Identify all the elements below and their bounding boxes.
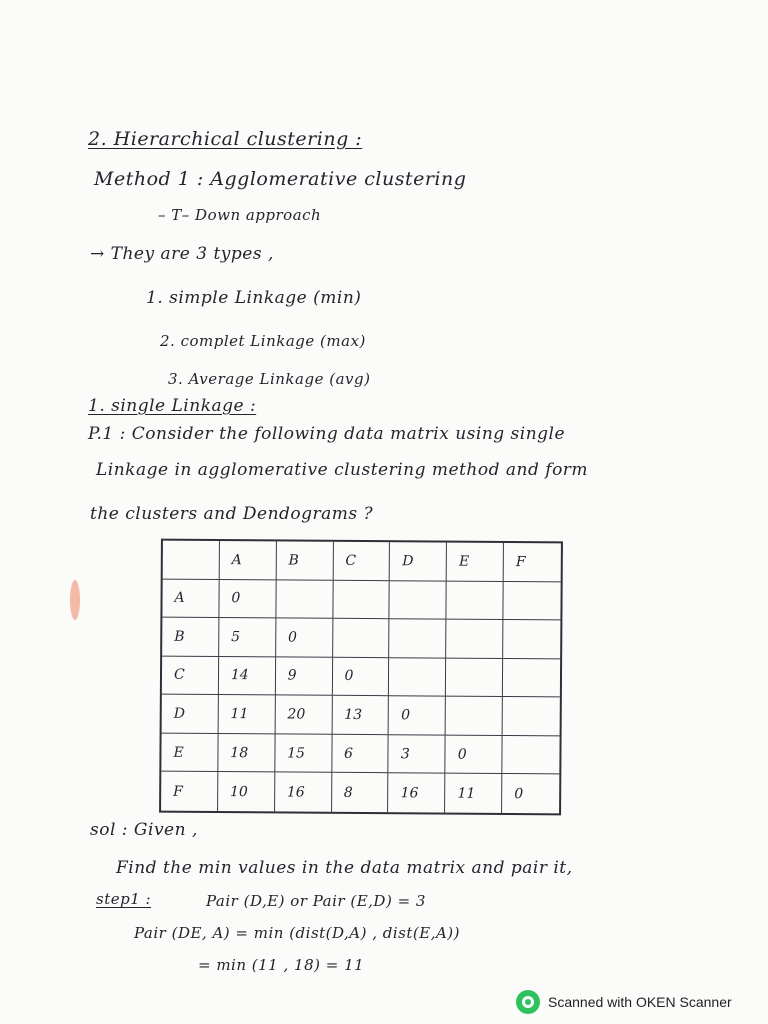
matrix-cell [503, 620, 560, 659]
matrix-cell: 0 [514, 785, 524, 802]
matrix-cell [390, 619, 447, 658]
type-average-linkage: 3. Average Linkage (avg) [168, 370, 371, 388]
matrix-cell: 0 [276, 619, 333, 658]
matrix-cell: 3 [389, 735, 446, 774]
scanner-text: Scanned with OKEN Scanner [548, 994, 732, 1010]
problem-line-3: the clusters and Dendograms ? [90, 504, 374, 524]
matrix-cell: 5 [219, 618, 276, 657]
pair-de-a-line: Pair (DE, A) = min (dist(D,A) , dist(E,A)) [134, 924, 461, 942]
type-simple-linkage: 1. simple Linkage (min) [146, 288, 362, 308]
scanner-watermark [516, 990, 732, 1014]
matrix-cell [502, 736, 559, 775]
matrix-cell: 0 [219, 580, 276, 619]
types-line: → They are 3 types , [90, 244, 274, 264]
matrix-cell: 0 [389, 696, 446, 735]
matrix-cell [446, 658, 503, 697]
oken-scanner-logo-icon [516, 990, 540, 1014]
matrix-cell: 14 [219, 657, 276, 696]
matrix-cell: 10 [218, 772, 275, 811]
matrix-cell [503, 697, 560, 736]
matrix-header-cell: F [504, 543, 561, 582]
matrix-cell [389, 658, 446, 697]
method-line: Method 1 : Agglomerative clustering [94, 168, 467, 190]
matrix-cell: 11 [445, 774, 502, 813]
paper-smudge [70, 580, 80, 620]
matrix-cell [390, 581, 447, 620]
matrix-cell: 9 [276, 657, 333, 696]
matrix-header-cell: D [390, 542, 447, 581]
matrix-header-cell [163, 541, 220, 580]
problem-line-2: Linkage in agglomerative clustering method and form [96, 460, 589, 480]
matrix-cell [504, 582, 561, 621]
matrix-header-cell: A [220, 541, 277, 580]
matrix-row-label: B [162, 618, 219, 657]
matrix-cell: 20 [275, 696, 332, 735]
matrix-row-label: E [161, 733, 218, 772]
matrix-header-cell: C [333, 542, 390, 581]
matrix-cell: 0 [446, 735, 503, 774]
matrix-cell: 8 [332, 773, 389, 812]
matrix-cell: 15 [275, 734, 332, 773]
matrix-cell: 13 [332, 696, 389, 735]
matrix-cell: 16 [275, 773, 332, 812]
matrix-cell [447, 581, 504, 620]
matrix-cell [446, 620, 503, 659]
matrix-cell: 0 [332, 658, 389, 697]
approach-line: – T– Down approach [158, 206, 322, 224]
matrix-header-cell: B [276, 541, 333, 580]
solution-line: sol : Given , [90, 820, 198, 840]
matrix-cell [446, 697, 503, 736]
matrix-row-label: C [162, 656, 219, 695]
find-min-line: Find the min values in the data matrix and pair it, [116, 858, 573, 878]
matrix-row-label: F [161, 772, 218, 811]
distance-matrix-table [159, 539, 563, 816]
matrix-cell [333, 619, 390, 658]
min-result-line: = min (11 , 18) = 11 [198, 956, 365, 974]
matrix-cell: 18 [218, 734, 275, 773]
matrix-row-label: A [162, 579, 219, 618]
matrix-cell: 6 [332, 735, 389, 774]
matrix-cell [276, 580, 333, 619]
step1-text: Pair (D,E) or Pair (E,D) = 3 [206, 892, 426, 910]
problem-line-1: P.1 : Consider the following data matrix using single [88, 424, 566, 444]
matrix-cell [333, 580, 390, 619]
single-linkage-heading: 1. single Linkage : [88, 396, 257, 416]
type-complete-linkage: 2. complet Linkage (max) [160, 332, 366, 350]
step1-label: step1 : [96, 890, 152, 908]
section-heading: 2. Hierarchical clustering : [88, 128, 363, 150]
matrix-row-label: D [162, 695, 219, 734]
matrix-cell: 11 [218, 695, 275, 734]
matrix-header-cell: E [447, 543, 504, 582]
matrix-cell [503, 659, 560, 698]
matrix-cell: 16 [388, 774, 445, 813]
